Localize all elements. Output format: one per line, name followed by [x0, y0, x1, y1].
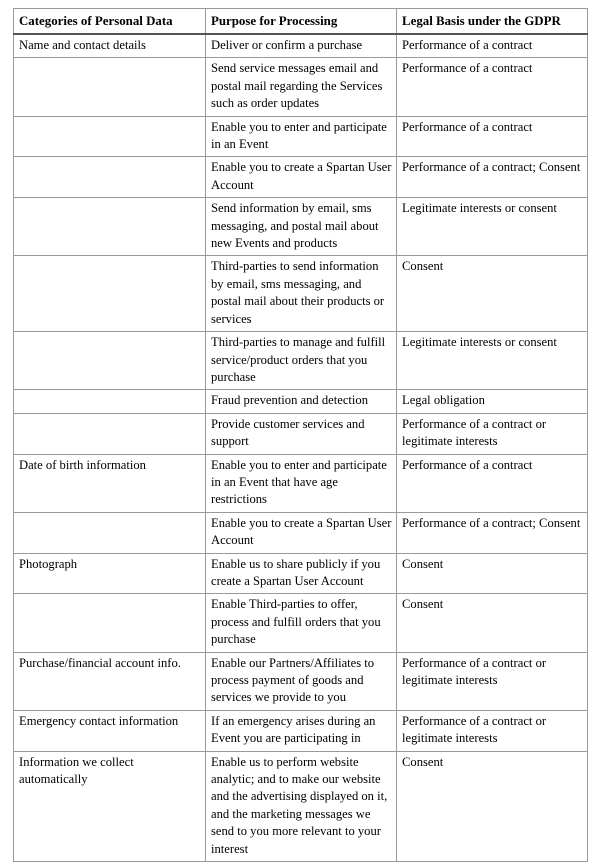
cell-purpose: Enable us to perform website analytic; and to make our website and the advertising displayed on it, and the marketing messages we send to you more relevant to your interest [206, 751, 397, 861]
cell-legal-basis: Consent [397, 751, 588, 861]
table-row [14, 594, 588, 652]
cell-category: Name and contact details [14, 34, 206, 58]
table-row [14, 710, 588, 751]
cell-category: Emergency contact information [14, 710, 206, 751]
column-header-legal-basis: Legal Basis under the GDPR [397, 9, 588, 35]
cell-legal-basis: Performance of a contract [397, 34, 588, 58]
table-row [14, 332, 588, 390]
cell-category-empty [14, 594, 206, 652]
table-row [14, 553, 588, 594]
table-header-row [14, 9, 588, 35]
column-header-purpose: Purpose for Processing [206, 9, 397, 35]
cell-purpose: Enable Third-parties to offer, process and fulfill orders that you purchase [206, 594, 397, 652]
cell-legal-basis: Performance of a contract [397, 116, 588, 157]
table-row [14, 256, 588, 332]
cell-legal-basis: Performance of a contract [397, 58, 588, 116]
table-row [14, 454, 588, 512]
cell-purpose: Send information by email, sms messaging, and postal mail about new Events and products [206, 198, 397, 256]
cell-purpose: Enable you to create a Spartan User Account [206, 157, 397, 198]
cell-category-empty [14, 116, 206, 157]
cell-purpose: Enable you to enter and participate in an Event that have age restrictions [206, 454, 397, 512]
table-row [14, 390, 588, 413]
cell-purpose: Third-parties to send information by email, sms messaging, and postal mail about their products or services [206, 256, 397, 332]
cell-purpose: Enable you to create a Spartan User Account [206, 512, 397, 553]
cell-legal-basis: Legitimate interests or consent [397, 198, 588, 256]
cell-category-empty [14, 390, 206, 413]
cell-legal-basis: Consent [397, 553, 588, 594]
table-row [14, 157, 588, 198]
table-row [14, 34, 588, 58]
cell-purpose: Fraud prevention and detection [206, 390, 397, 413]
cell-purpose: Deliver or confirm a purchase [206, 34, 397, 58]
cell-purpose: Send service messages email and postal mail regarding the Services such as order updates [206, 58, 397, 116]
cell-legal-basis: Performance of a contract or legitimate interests [397, 710, 588, 751]
cell-legal-basis: Consent [397, 594, 588, 652]
personal-data-processing-table [13, 8, 588, 862]
cell-category: Date of birth information [14, 454, 206, 512]
table-row [14, 751, 588, 861]
cell-purpose: Enable you to enter and participate in an Event [206, 116, 397, 157]
cell-category-empty [14, 413, 206, 454]
cell-legal-basis: Performance of a contract; Consent [397, 157, 588, 198]
table-row [14, 58, 588, 116]
cell-category: Photograph [14, 553, 206, 594]
table-row [14, 512, 588, 553]
table-row [14, 413, 588, 454]
cell-category-empty [14, 157, 206, 198]
column-header-categories: Categories of Personal Data [14, 9, 206, 35]
cell-legal-basis: Consent [397, 256, 588, 332]
table-body [14, 34, 588, 862]
cell-category-empty [14, 512, 206, 553]
cell-legal-basis: Performance of a contract or legitimate interests [397, 652, 588, 710]
cell-legal-basis: Legal obligation [397, 390, 588, 413]
cell-purpose: If an emergency arises during an Event you are participating in [206, 710, 397, 751]
table-row [14, 116, 588, 157]
cell-legal-basis: Legitimate interests or consent [397, 332, 588, 390]
cell-legal-basis: Performance of a contract [397, 454, 588, 512]
cell-category: Information we collect automatically [14, 751, 206, 861]
cell-purpose: Third-parties to manage and fulfill service/product orders that you purchase [206, 332, 397, 390]
table-row [14, 652, 588, 710]
cell-purpose: Provide customer services and support [206, 413, 397, 454]
cell-purpose: Enable our Partners/Affiliates to process payment of goods and services we provide to you [206, 652, 397, 710]
cell-category-empty [14, 332, 206, 390]
gdpr-table-container [13, 8, 587, 862]
table-header [14, 9, 588, 35]
cell-category-empty [14, 256, 206, 332]
cell-legal-basis: Performance of a contract; Consent [397, 512, 588, 553]
table-row [14, 198, 588, 256]
cell-legal-basis: Performance of a contract or legitimate interests [397, 413, 588, 454]
cell-purpose: Enable us to share publicly if you create a Spartan User Account [206, 553, 397, 594]
cell-category: Purchase/financial account info. [14, 652, 206, 710]
cell-category-empty [14, 198, 206, 256]
cell-category-empty [14, 58, 206, 116]
